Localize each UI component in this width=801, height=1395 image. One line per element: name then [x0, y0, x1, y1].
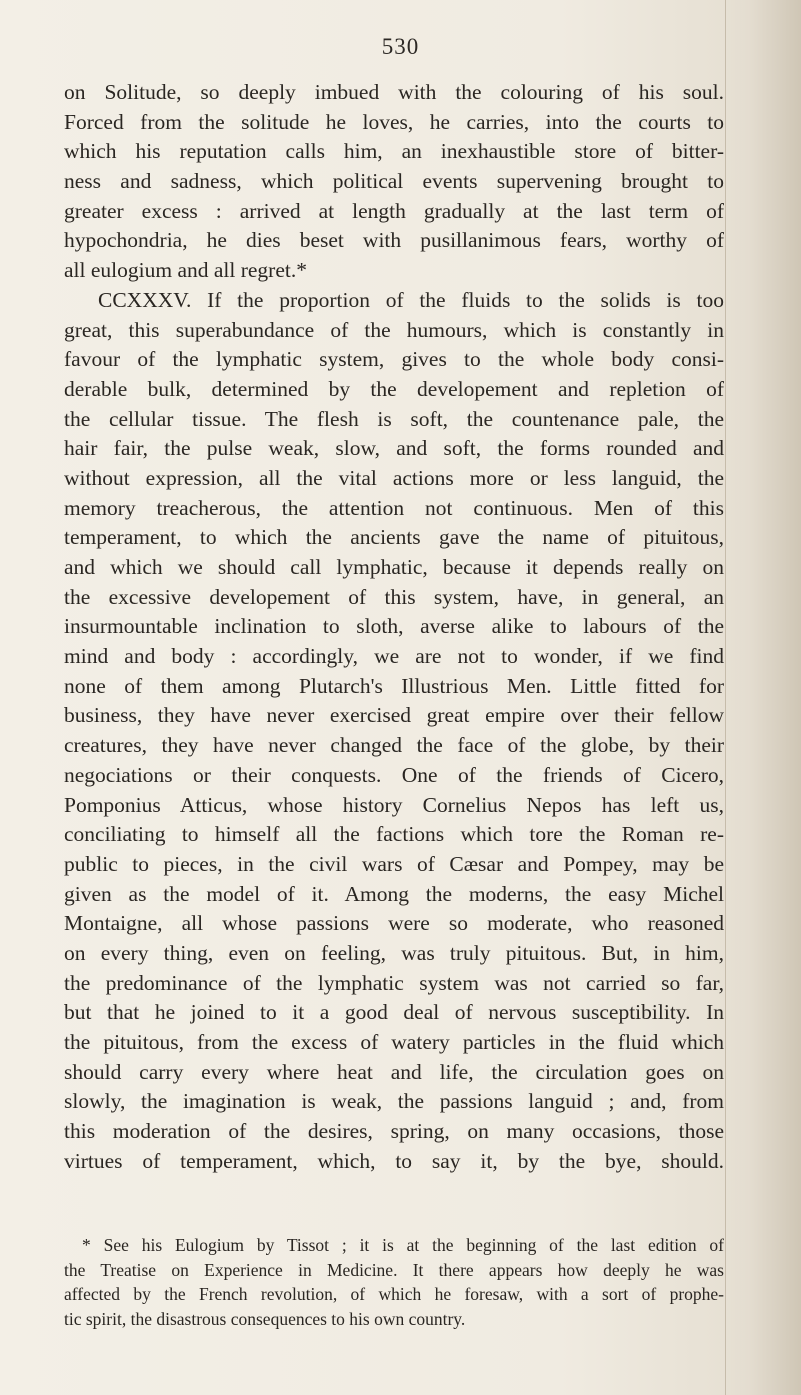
text-line: negociations or their conquests. One of the friends of Cicero,: [64, 762, 724, 787]
text-line: memory treacherous, the attention not continuous. Men of this: [64, 495, 724, 520]
text-line: the excessive developement of this system, have, in general, an: [64, 584, 724, 609]
footnote-line: * See his Eulogium by Tissot ; it is at the beginning of the last edition of: [82, 1235, 724, 1255]
footnote-line: the Treatise on Experience in Medicine. It there appears how deeply he was: [64, 1259, 724, 1280]
text-line: given as the model of it. Among the moderns, the easy Michel: [64, 881, 724, 906]
text-line: insurmountable inclination to sloth, averse alike to labours of the: [64, 614, 724, 639]
text-line: public to pieces, in the civil wars of Cæsar and Pompey, may be: [64, 851, 724, 876]
text-line: virtues of temperament, which, to say it, by the bye, should.: [64, 1148, 724, 1173]
text-line: hair fair, the pulse weak, slow, and soft, the forms rounded and: [64, 436, 724, 461]
text-line: great, this superabundance of the humours, which is constantly in: [64, 317, 724, 342]
text-line: Forced from the solitude he loves, he carries, into the courts to: [64, 109, 724, 134]
text-line: without expression, all the vital actions more or less languid, the: [64, 465, 724, 490]
text-line: the predominance of the lymphatic system was not carried so far,: [64, 970, 724, 995]
text-line: Pomponius Atticus, whose history Cornelius Nepos has left us,: [64, 792, 724, 817]
page-number: 530: [381, 34, 420, 59]
page-gutter-shadow: [725, 0, 801, 1395]
text-line: which his reputation calls him, an inexhaustible store of bitter-: [64, 139, 724, 164]
text-line: but that he joined to it a good deal of nervous susceptibility. In: [64, 1000, 724, 1025]
text-line: should carry every where heat and life, the circulation goes on: [64, 1059, 724, 1084]
footnote-line: tic spirit, the disastrous consequences to his own country.: [64, 1308, 466, 1329]
footnote: [64, 1233, 724, 1331]
text-line: none of them among Plutarch's Illustrious Men. Little fitted for: [64, 673, 724, 698]
text-line: ness and sadness, which political events supervening brought to: [64, 169, 724, 194]
footnote-line: affected by the French revolution, of which he foresaw, with a sort of prophe-: [64, 1284, 724, 1304]
text-line: temperament, to which the ancients gave the name of pituitous,: [64, 525, 724, 550]
section-heading-line: CCXXXV. If the proportion of the fluids to the solids is too: [98, 287, 724, 312]
text-line: on Solitude, so deeply imbued with the colouring of his soul.: [64, 80, 724, 104]
text-line: conciliating to himself all the factions which tore the Roman re-: [64, 822, 724, 847]
text-line: greater excess : arrived at length gradually at the last term of: [64, 198, 724, 223]
text-line: derable bulk, determined by the developement and repletion of: [64, 376, 724, 401]
text-line: mind and body : accordingly, we are not to wonder, if we find: [64, 644, 724, 669]
text-line: the pituitous, from the excess of watery particles in the fluid which: [64, 1030, 724, 1054]
text-line: all eulogium and all regret.*: [64, 258, 307, 283]
text-line: Montaigne, all whose passions were so moderate, who reasoned: [64, 911, 724, 936]
text-line: creatures, they have never changed the face of the globe, by their: [64, 733, 724, 758]
text-line: hypochondria, he dies beset with pusillanimous fears, worthy of: [64, 228, 724, 253]
text-line: this moderation of the desires, spring, on many occasions, those: [64, 1119, 724, 1144]
text-line: on every thing, even on feeling, was truly pituitous. But, in him,: [64, 940, 724, 965]
text-line: business, they have never exercised great empire over their fellow: [64, 703, 724, 728]
text-line: and which we should call lymphatic, because it depends really on: [64, 555, 724, 579]
text-line: the cellular tissue. The flesh is soft, the countenance pale, the: [64, 406, 724, 431]
text-line: slowly, the imagination is weak, the passions languid ; and, from: [64, 1089, 724, 1114]
body-text: [64, 78, 724, 1176]
text-line: favour of the lymphatic system, gives to the whole body consi-: [64, 347, 724, 372]
